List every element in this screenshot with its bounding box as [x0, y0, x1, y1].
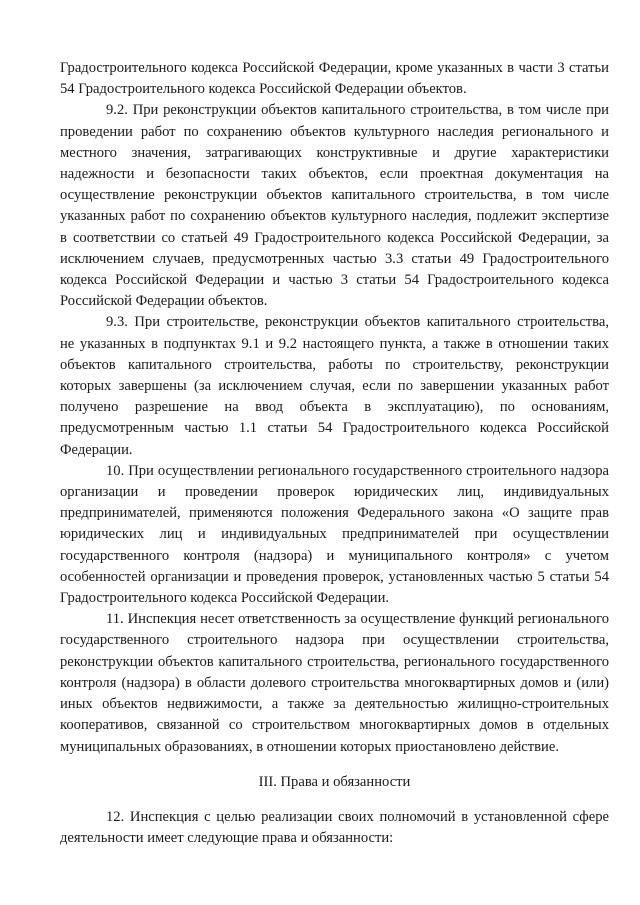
paragraph-12: 12. Инспекция с целью реализации своих полномочий в установленной сфере деятельности имеет следующие права и обязанности: — [60, 808, 609, 847]
paragraph-10: 10. При осуществлении регионального государственного строительного надзора организации и проведении проверок юридических лиц, индивидуальных предпринимателей, применяются положения Федерального закона «О защите прав юридических лиц и индивидуальных предпринимателей при осуществлении государственного контроля (надзора) и муниципального контроля» с учетом особенностей организации и проведения проверок, установленных частью 5 статьи 54 Градостроительного кодекса Российской Федерации. — [60, 462, 609, 607]
paragraph-9-2: 9.2. При реконструкции объектов капитального строительства, в том числе при проведении работ по сохранению объектов культурного наследия регионального и местного значения, затрагивающих конструктивные и другие характеристики надежности и безопасности таких объектов, если проектная документация на осуществление реконструкции объектов капитального строительства, в том числе указанных работ по сохранению объектов культурного наследия, подлежит экспертизе в соответствии со статьей 49 Градостроительного кодекса Российской Федерации, за исключением случаев, предусмотренных частью 3.3 статьи 49 Градостроительного кодекса Российской Федерации и частью 3 статьи 54 Градостроительного кодекса Российской Федерации объектов. — [60, 102, 609, 310]
paragraph-9-3: 9.3. При строительстве, реконструкции объектов капитального строительства, не указанных в подпунктах 9.1 и 9.2 настоящего пункта, а также в отношении таких объектов капитального строительства, работы по строительству, реконструкции которых завершены (за исключением случая, если по завершении указанных работ получено разрешение на ввод объекта в эксплуатацию), по основаниям, предусмотренным частью 1.1 статьи 54 Градостроительного кодекса Российской Федерации. — [60, 314, 609, 458]
paragraph-11: 11. Инспекция несет ответственность за осуществление функций регионального государственного строительного надзора при осуществлении строительства, реконструкции объектов капитального строительства, регионального государственного контроля (надзора) в области долевого строительства многоквартирных домов и (или) иных объектов недвижимости, а также за деятельностью жилищно-строительных кооперативов, связанной со строительством многоквартирных домов в отдельных муниципальных образованиях, в отношении которых приостановлено действие. — [60, 611, 609, 755]
paragraph-continuation: Градостроительного кодекса Российской Федерации, кроме указанных в части 3 статьи 54 Градостроительного кодекса Российской Федерации объектов. — [60, 60, 609, 98]
section-heading: III. Права и обязанности — [258, 773, 411, 790]
document-body — [60, 58, 609, 849]
